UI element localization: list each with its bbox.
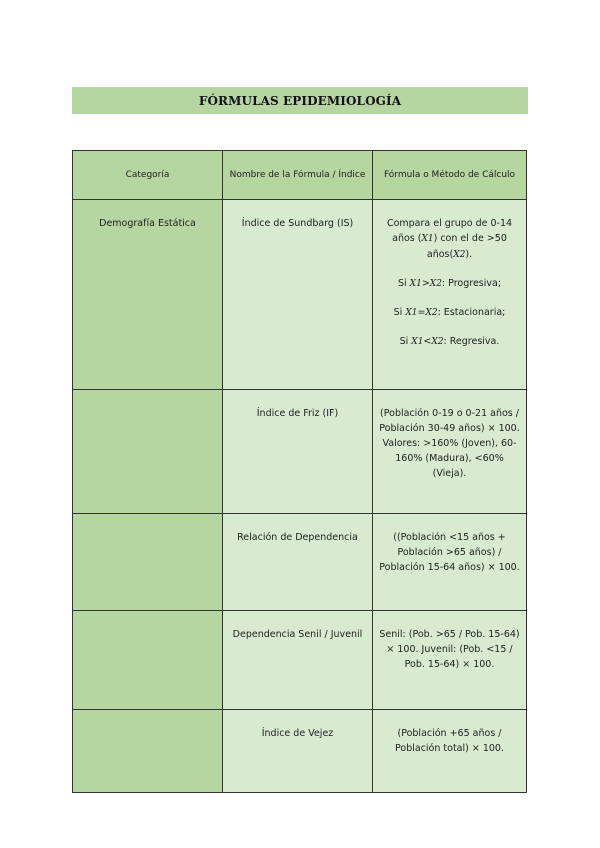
row-category (73, 611, 223, 710)
document-title-bar (72, 87, 528, 114)
table-row (73, 200, 527, 390)
header-method: Fórmula o Método de Cálculo (373, 151, 527, 200)
method-line: Si X1=X2: Estacionaria; (393, 307, 506, 318)
row-method: ((Población <15 años + Población >65 años) / Población 15-64 años) × 100. (373, 514, 527, 611)
math-variable: X2 (431, 337, 444, 347)
row-formula-name: Índice de Friz (IF) (223, 390, 373, 514)
math-variable: X2 (453, 250, 466, 260)
row-method: (Población +65 años / Población total) × 100. (373, 710, 527, 793)
document-title: FÓRMULAS EPIDEMIOLOGÍA (198, 93, 402, 108)
math-variable: X1 (405, 308, 418, 318)
table-row (73, 611, 527, 710)
formulas-table (72, 150, 527, 793)
row-formula-name: Índice de Vejez (223, 710, 373, 793)
header-category: Categoría (73, 151, 223, 200)
row-category (73, 514, 223, 611)
header-formula-name: Nombre de la Fórmula / Índice (223, 151, 373, 200)
row-method (373, 200, 527, 390)
row-formula-name: Relación de Dependencia (223, 514, 373, 611)
method-line: Si X1>X2: Progresiva; (397, 278, 502, 289)
table-row (73, 710, 527, 793)
row-method: (Población 0-19 o 0-21 años / Población 30-49 años) × 100. Valores: >160% (Joven), 60-160% (Madura), <60% (Vieja). (373, 390, 527, 514)
method-line: Compara el grupo de 0-14 años (X1) con el de >50 años(X2). (386, 218, 513, 260)
row-category (73, 390, 223, 514)
row-category: Demografía Estática (73, 200, 223, 390)
row-method: Senil: (Pob. >65 / Pob. 15-64) × 100. Juvenil: (Pob. <15 / Pob. 15-64) × 100. (373, 611, 527, 710)
math-variable: X1 (421, 234, 434, 244)
method-line: Si X1<X2: Regresiva. (399, 336, 500, 347)
row-category (73, 710, 223, 793)
table-row (73, 514, 527, 611)
math-variable: X1 (409, 279, 422, 289)
math-variable: X1 (411, 337, 424, 347)
row-formula-name: Índice de Sundbarg (IS) (223, 200, 373, 390)
math-variable: X2 (429, 279, 442, 289)
table-row (73, 390, 527, 514)
table-header-row (73, 151, 527, 200)
math-variable: X2 (425, 308, 438, 318)
row-formula-name: Dependencia Senil / Juvenil (223, 611, 373, 710)
